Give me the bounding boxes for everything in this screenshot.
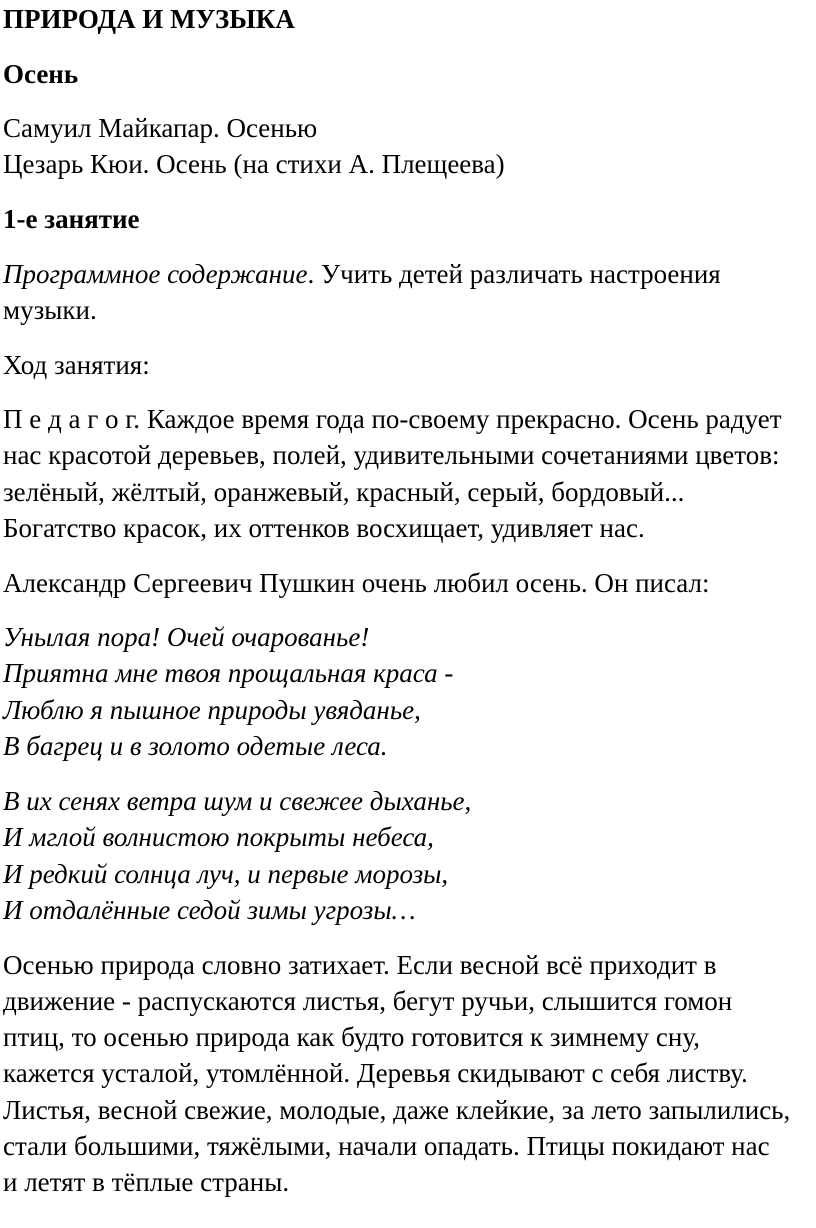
closing-line: стали большими, тяжёлыми, начали опадать. Птицы покидают нас — [3, 1131, 770, 1161]
teacher-line-4: Богатство красок, их оттенков восхищает, удивляет нас. — [3, 513, 645, 543]
poem-line: В их сенях ветра шум и свежее дыханье, — [3, 786, 472, 816]
lesson-heading: 1-е занятие — [3, 204, 140, 234]
teacher-line-1 — [3, 401, 782, 437]
section-heading: Осень — [3, 59, 79, 89]
teacher-line-2: нас красотой деревьев, полей, удивительными сочетаниями цветов: — [3, 440, 780, 470]
poem-line: В багрец и в золото одетые леса. — [3, 731, 388, 761]
poem-line: И отдалённые седой зимы угрозы… — [3, 895, 416, 925]
program-label: Программное содержание — [3, 259, 308, 289]
closing-line: кажется усталой, утомлённой. Деревья скидывают с себя листву. — [3, 1058, 748, 1088]
poem-line: И мглой волнистою покрыты небеса, — [3, 822, 434, 852]
poem-line: Приятна мне твоя прощальная краса - — [3, 658, 454, 688]
closing-line: птиц, то осенью природа как будто готовится к зимнему сну, — [3, 1022, 700, 1052]
teacher-line-3: зелёный, жёлтый, оранжевый, красный, серый, бордовый... — [3, 477, 685, 507]
closing-line: и летят в тёплые страны. — [3, 1167, 290, 1197]
poem-line: И редкий солнца луч, и первые морозы, — [3, 859, 449, 889]
work-item-2: Цезарь Кюи. Осень (на стихи А. Плещеева) — [3, 149, 505, 179]
poem-line: Люблю я пышное природы увяданье, — [3, 695, 421, 725]
closing-line: Листья, весной свежие, молодые, даже клейкие, за лето запылились, — [3, 1095, 791, 1125]
teacher-label: П е д а г о г. — [3, 404, 141, 434]
teacher-text: Каждое время года по-своему прекрасно. Осень радует — [140, 404, 782, 434]
poem-line: Унылая пора! Очей очарованье! — [3, 622, 370, 652]
document-title: ПРИРОДА И МУЗЫКА — [3, 4, 295, 34]
program-content-line-2: музыки. — [3, 295, 97, 325]
work-item-1: Самуил Майкапар. Осенью — [3, 113, 318, 143]
course-label: Ход занятия: — [3, 350, 150, 380]
program-content-line — [3, 256, 721, 292]
program-text: . Учить детей различать настроения — [307, 259, 721, 289]
pushkin-intro: Александр Сергеевич Пушкин очень любил осень. Он писал: — [3, 568, 710, 598]
closing-line: движение - распускаются листья, бегут ручьи, слышится гомон — [3, 986, 733, 1016]
closing-line: Осенью природа словно затихает. Если весной всё приходит в — [3, 950, 717, 980]
